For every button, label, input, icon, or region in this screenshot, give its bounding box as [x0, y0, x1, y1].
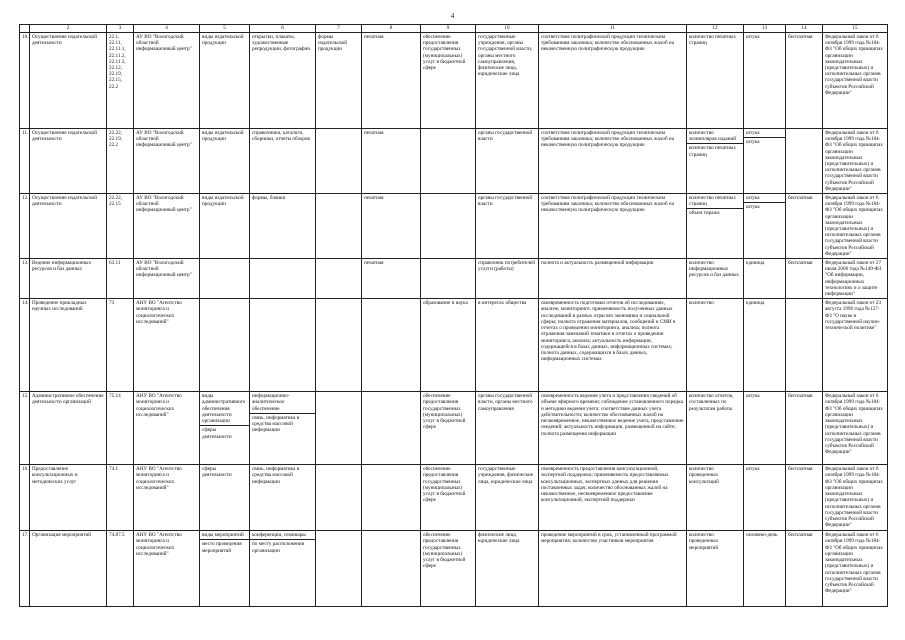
conditions-form	[362, 465, 421, 531]
row-number: 13.	[20, 259, 30, 299]
conditions-type	[316, 194, 362, 259]
consumer-category: органы государственной власти, органы местного самоуправления	[476, 392, 539, 465]
payment: бесплатная	[786, 465, 823, 531]
volume-indicator	[687, 392, 744, 465]
conditions-form: печатная	[362, 33, 421, 129]
volume-indicator	[687, 194, 744, 259]
okved-code: 22.22, 22.19, 22.2	[107, 129, 134, 194]
column-header: 9	[421, 25, 476, 33]
unit-part: штука	[746, 466, 760, 473]
activity-sphere: обеспечение предоставления государственных (муниципальных) услуг в бюджетной сфере	[421, 392, 476, 465]
legal-basis: Федеральный закон от 6 октября 1999 года №184-ФЗ "Об общих принципах организации законодательных (представительных) и исполнительных органов государственной власти субъектов Российской Федерации"	[823, 531, 888, 607]
activity-sphere: обеспечение предоставления государственных (муниципальных) услуг в бюджетной сфере	[421, 465, 476, 531]
volume-indicator-part: количество отчетов, составленных по результатам работы	[689, 393, 734, 412]
volume-indicator	[687, 531, 744, 607]
legal-basis: Федеральный закон от 6 октября 1999 года №184-ФЗ "Об общих принципах организации законодательных (представительных) и исполнительных органов государственной власти субъектов Российской Федерации"	[823, 465, 888, 531]
unit	[744, 392, 786, 465]
column-header: 4	[134, 25, 200, 33]
service-name: Организация мероприятий	[30, 531, 107, 607]
unit-part: штука	[744, 137, 785, 146]
unit-part: человеко-день	[746, 532, 778, 539]
content-value-part: по месту расположения организации	[250, 539, 315, 554]
volume-indicator-part: количество	[689, 300, 714, 307]
okved-code: 63.11	[107, 259, 134, 299]
content-type	[200, 531, 250, 607]
unit	[744, 33, 786, 129]
volume-indicator	[687, 299, 744, 392]
legal-basis: Федеральный закон от 6 октября 1999 года №184-ФЗ "Об общих принципах организации законодательных (представительных) и исполнительных органов государственной власти субъектов Российской Федерации"	[823, 194, 888, 259]
conditions-type	[316, 465, 362, 531]
unit-part: единица	[746, 260, 765, 267]
service-name: Предоставление консультационных и методических услуг	[30, 465, 107, 531]
volume-indicator-part: количество печатных страниц	[689, 34, 736, 47]
institution-name: АУ ВО "Вологодский областной информационный центр"	[134, 129, 200, 194]
quality-indicators: соответствие полиграфической продукции техническим требованиям заказчика; количество обоснованных жалоб на некачественную полиграфическую продукцию	[539, 33, 687, 129]
activity-sphere: образование и наука	[421, 299, 476, 392]
table-row	[20, 129, 888, 194]
unit-part: штука	[746, 393, 760, 400]
service-name: Административное обеспечение деятельности организаций	[30, 392, 107, 465]
activity-sphere: обеспечение предоставления государственных (муниципальных) услуг в бюджетной сфере	[421, 531, 476, 607]
content-value	[250, 531, 316, 607]
consumer-category: физические лица, юридические лица	[476, 531, 539, 607]
service-name: Осуществление издательской деятельности	[30, 129, 107, 194]
legal-basis: Федеральный закон от 6 октября 1999 года №184-ФЗ "Об общих принципах организации законодательных (представительных) и исполнительных органов государственной власти субъектов Российской Федерации"	[823, 129, 888, 194]
okved-code: 74.1	[107, 465, 134, 531]
column-header: 10	[476, 25, 539, 33]
column-header: 3	[107, 25, 134, 33]
conditions-form: печатная	[362, 129, 421, 194]
content-type: сферы деятельности	[200, 465, 250, 531]
content-type-part: место проведения мероприятий	[200, 539, 249, 554]
conditions-form	[362, 531, 421, 607]
quality-indicators: проведение мероприятий в срок, установленный программой мероприятия; количество участников мероприятия	[539, 531, 687, 607]
column-header: 14	[786, 25, 823, 33]
payment: бесплатная	[786, 194, 823, 259]
content-type	[200, 259, 250, 299]
header-row	[20, 25, 888, 33]
consumer-category: справочник потребителей услуги (работы)	[476, 259, 539, 299]
conditions-type	[316, 259, 362, 299]
row-number: 12.	[20, 194, 30, 259]
consumer-category: государственные учреждения, органы государственной власти, органы местного самоуправления, физические лица, юридические лица	[476, 33, 539, 129]
unit	[744, 531, 786, 607]
service-name: Проведение прикладных научных исследований	[30, 299, 107, 392]
row-number: 14.	[20, 299, 30, 392]
unit	[744, 465, 786, 531]
unit	[744, 299, 786, 392]
content-value	[250, 392, 316, 465]
conditions-type	[316, 129, 362, 194]
okved-code: 74.87.5	[107, 531, 134, 607]
row-number: 17.	[20, 531, 30, 607]
column-header: 8	[362, 25, 421, 33]
content-type	[200, 299, 250, 392]
unit	[744, 194, 786, 259]
content-type: виды издательской продукции	[200, 129, 250, 194]
payment	[786, 299, 823, 392]
unit-part: штука	[746, 34, 760, 40]
column-header: 2	[30, 25, 107, 33]
content-type-part: виды мероприятий	[202, 532, 244, 539]
conditions-type	[316, 299, 362, 392]
conditions-form	[362, 392, 421, 465]
conditions-form: печатная	[362, 194, 421, 259]
institution-name: АУ ВО "Вологодский областной информационный центр"	[134, 194, 200, 259]
content-type	[200, 392, 250, 465]
volume-indicator	[687, 33, 744, 129]
payment: бесплатная	[786, 259, 823, 299]
table-row	[20, 465, 888, 531]
service-name: Ведение информационных ресурсов и баз данных	[30, 259, 107, 299]
activity-sphere	[421, 194, 476, 259]
consumer-category: органы государственной власти	[476, 129, 539, 194]
institution-name: АНУ ВО "Агентство мониторинга и социологических исследований"	[134, 465, 200, 531]
conditions-form	[362, 299, 421, 392]
conditions-type	[316, 392, 362, 465]
column-header: 12	[687, 25, 744, 33]
volume-indicator-part: объем тиража	[687, 208, 743, 217]
service-name: Осуществление издательской деятельности	[30, 194, 107, 259]
volume-indicator	[687, 465, 744, 531]
table-row	[20, 33, 888, 129]
column-header: 13	[744, 25, 786, 33]
unit-part: штука	[746, 195, 760, 202]
content-type: виды издательской продукции	[200, 194, 250, 259]
content-value	[250, 299, 316, 392]
institution-name: АУ ВО "Вологодский областной информационный центр"	[134, 259, 200, 299]
volume-indicator-part: количество информационных ресурсов и баз данных	[689, 260, 740, 279]
volume-indicator-part: количество печатных страниц	[689, 195, 736, 208]
volume-indicator-part: количество экземпляров изданий	[689, 130, 736, 143]
payment: бесплатная	[786, 33, 823, 129]
okved-code: 22.1, 22.11, 22.11.1, 22.11.2, 22.11.3, 22.12, 22.19, 22.15, 22.2	[107, 33, 134, 129]
table-row	[20, 531, 888, 607]
page-number: 4	[450, 12, 455, 20]
quality-indicators: своевременность предоставления консультационной, экспертной поддержки; применяемость предоставляемых консультационных, экспертных данных для решения поставленных задач; количество обоснованных жалоб на некачественное, несвоевременное предоставление консультационной, экспертной поддержки	[539, 465, 687, 531]
payment: бесплатная	[786, 531, 823, 607]
content-value: открытки, плакаты, художественные репродукции, фотографии	[250, 33, 316, 129]
volume-indicator-part: количество проведенных консультаций	[689, 466, 719, 485]
consumer-category: государственные учреждения, физические лица, юридические лица	[476, 465, 539, 531]
payment	[786, 129, 823, 194]
row-number: 10.	[20, 33, 30, 129]
column-header: 15	[823, 25, 888, 33]
content-value-part: информационно-аналитическое обеспечение	[252, 393, 290, 412]
okved-code: 22.22, 22.15	[107, 194, 134, 259]
row-number: 15.	[20, 392, 30, 465]
consumer-category: органы государственной власти	[476, 194, 539, 259]
volume-indicator-part: количество печатных страниц	[687, 143, 743, 158]
conditions-type: формы издательской продукции	[316, 33, 362, 129]
content-value-part: связь, информатика и средства массовой информации	[250, 413, 315, 435]
quality-indicators: своевременность ведения учета и представления сведений об объеме эфирного времени; соблюдение установленного порядка и методики ведения учета; соответствие данных учета действительности; количество обоснованных жалоб на несвоевременное, некачественное ведение учета, представление сведений; актуальность информации, размещенной на сайте; полнота размещения информации	[539, 392, 687, 465]
legal-basis: Федеральный закон от 23 августа 1996 года №127-ФЗ "О науке и государственной научно-технической политике"	[823, 299, 888, 392]
row-number: 16.	[20, 465, 30, 531]
unit-part: штука	[744, 202, 785, 211]
table-row	[20, 299, 888, 392]
service-name: Осуществление издательской деятельности	[30, 33, 107, 129]
table-row	[20, 194, 888, 259]
volume-indicator	[687, 259, 744, 299]
institution-name: АУ ВО "Вологодский областной информационный центр"	[134, 33, 200, 129]
conditions-form: печатная	[362, 259, 421, 299]
volume-indicator-part: количество проведенных мероприятий	[689, 532, 719, 551]
table-row	[20, 392, 888, 465]
volume-indicator	[687, 129, 744, 194]
activity-sphere: обеспечение предоставления государственных (муниципальных) услуг в бюджетной сфере	[421, 33, 476, 129]
content-value-part: конференции, семинары	[252, 532, 306, 539]
consumer-category: в интересах общества	[476, 299, 539, 392]
okved-code: 75.14	[107, 392, 134, 465]
legal-basis: Федеральный закон от 27 июля 2006 года №149-ФЗ "Об информации, информационных технологиях и о защите информации"	[823, 259, 888, 299]
okved-code: 73	[107, 299, 134, 392]
content-value	[250, 259, 316, 299]
unit	[744, 259, 786, 299]
row-number: 11.	[20, 129, 30, 194]
services-register-table	[19, 24, 888, 607]
quality-indicators: соответствие полиграфической продукции техническим требованиям заказчика; количество обоснованных жалоб на некачественную полиграфическую продукцию	[539, 194, 687, 259]
column-header: 6	[250, 25, 316, 33]
institution-name: АНУ ВО "Агентство мониторинга и социологических исследований"	[134, 531, 200, 607]
quality-indicators: своевременность подготовки отчетов об исследованиях, анализе, мониторинге; применяемость полученных данных исследований в разных отраслях экономики и социальной сферы; полнота отражения материалов, сообщений и СМИ в отчетах о проведении мониторинга, анализа; полнота отражения замечаний тематики в отчетах о проведении мониторинга, анализа; актуальность информации, содержащейся в базах данных, информационных системах; полнота данных, содержащихся в базах данных, информационных системах	[539, 299, 687, 392]
unit-part: штука	[746, 130, 760, 136]
legal-basis: Федеральный закон от 6 октября 1999 года №184-ФЗ "Об общих принципах организации законодательных (представительных) и исполнительных органов государственной власти субъектов Российской Федерации"	[823, 33, 888, 129]
column-header: 7	[316, 25, 362, 33]
unit-part: единица	[746, 300, 765, 307]
institution-name: АНУ ВО "Агентство мониторинга и социологических исследований"	[134, 299, 200, 392]
legal-basis: Федеральный закон от 6 октября 1999 года №184-ФЗ "Об общих принципах организации законодательных (представительных) и исполнительных органов государственной власти субъектов Российской Федерации"	[823, 392, 888, 465]
activity-sphere	[421, 129, 476, 194]
column-header: 11	[539, 25, 687, 33]
activity-sphere	[421, 259, 476, 299]
column-header: 5	[200, 25, 250, 33]
table-row	[20, 259, 888, 299]
content-type-part: виды административного обеспечения деятельности организации	[202, 393, 246, 425]
unit	[744, 129, 786, 194]
content-type-part: сферы деятельности	[200, 425, 249, 440]
conditions-type	[316, 531, 362, 607]
quality-indicators: соответствие полиграфической продукции техническим требованиям заказчика; количество обоснованных жалоб на некачественную полиграфическую продукцию	[539, 129, 687, 194]
content-value: связь, информатика и средства массовой информации	[250, 465, 316, 531]
payment: бесплатная	[786, 392, 823, 465]
content-value: формы, бланки	[250, 194, 316, 259]
quality-indicators: полнота и актуальность размещенной информации	[539, 259, 687, 299]
content-type: виды издательской продукции	[200, 33, 250, 129]
content-value: справочники, каталоги, сборники, отчеты обзоров	[250, 129, 316, 194]
institution-name: АНУ ВО "Агентство мониторинга и социологических исследований"	[134, 392, 200, 465]
